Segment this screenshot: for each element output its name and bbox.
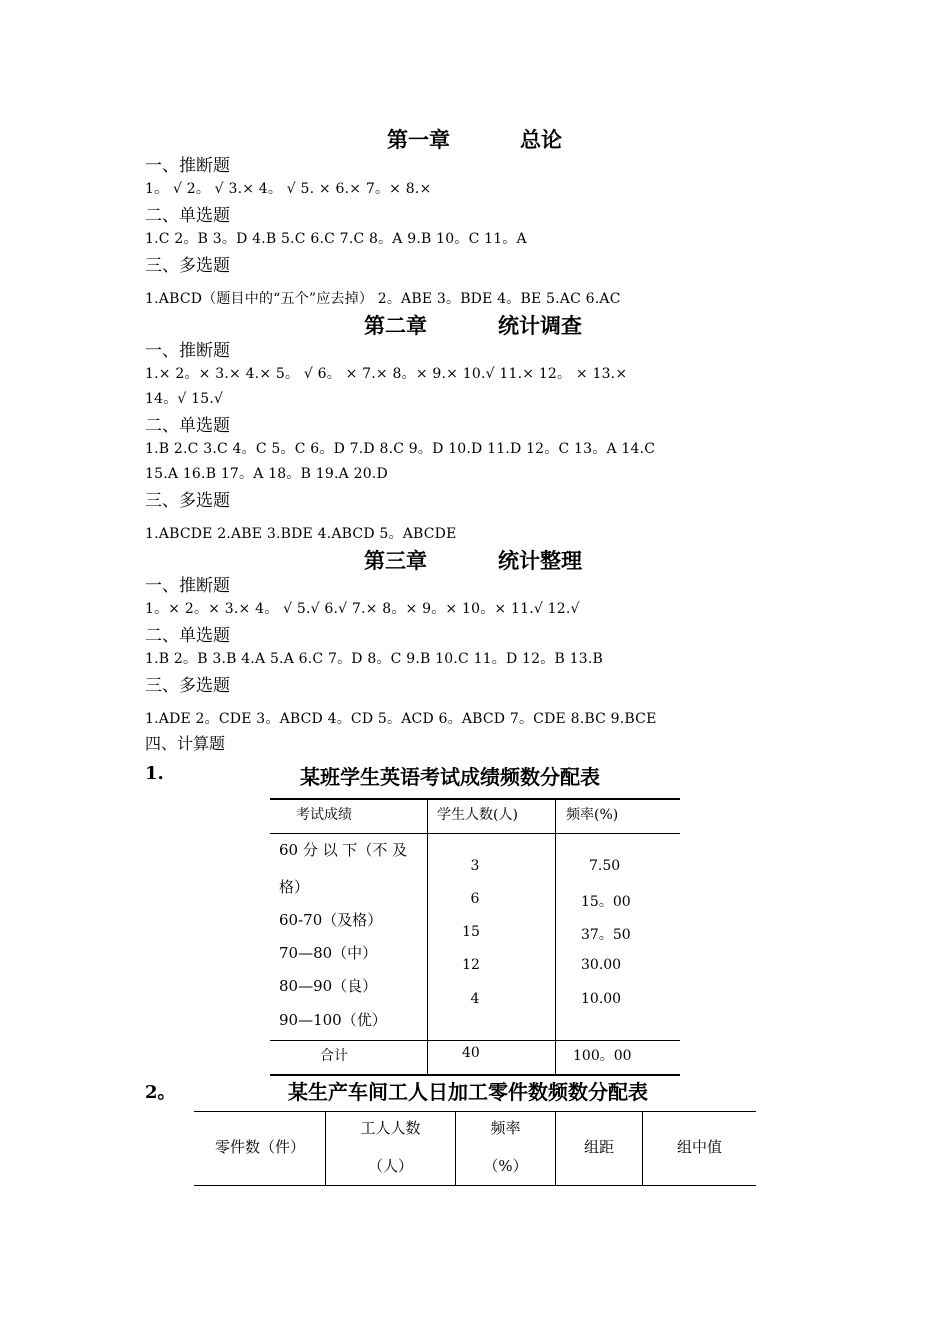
table-2-header-workers-b: （人） — [367, 1157, 413, 1175]
table-2-title: 某生产车间工人日加工零件数频数分配表 — [288, 1080, 648, 1104]
chapter-3-judge-answers: 1。× 2。× 3.× 4。 √ 5.√ 6.√ 7.× 8。× 9。× 10。× 11.√ 12.√ — [145, 601, 580, 617]
table-1-number: 1. — [145, 763, 164, 784]
table-1-col-divider-2 — [555, 799, 556, 1075]
table-1-row-5-freq: 10.00 — [581, 991, 622, 1007]
chapter-2-judge-answers-1: 1.× 2。× 3.× 4.× 5。 √ 6。 × 7.× 8。× 9.× 10.√ 11.× 12。 × 13.× — [145, 366, 628, 382]
table-1-row-1-count: 3 — [470, 858, 480, 874]
chapter-3-section-judge: 一、推断题 — [145, 576, 230, 596]
table-1-top-rule — [270, 798, 680, 800]
chapter-2-title-a: 第二章 — [364, 313, 427, 338]
chapter-1-section-judge: 一、推断题 — [145, 156, 230, 176]
chapter-3-section-multi: 三、多选题 — [145, 676, 230, 696]
table-1-row-3-count: 15 — [462, 924, 480, 940]
table-1-total-freq: 100。00 — [573, 1048, 632, 1064]
table-2-header-workers-a: 工人人数 — [360, 1119, 421, 1137]
table-1-header-count: 学生人数(人) — [437, 807, 518, 823]
chapter-3-section-calc: 四、计算题 — [145, 734, 226, 753]
table-1-row-4-label: 80—90（良） — [279, 977, 378, 995]
table-1-row-1-label-a: 60 分 以 下（不 及 — [279, 841, 408, 859]
table-1-row-4-count: 12 — [462, 957, 480, 973]
table-1-title: 某班学生英语考试成绩频数分配表 — [300, 765, 600, 789]
table-1-row-2-label: 60-70（及格） — [279, 911, 383, 929]
table-1-header-rule — [270, 833, 680, 834]
chapter-2-section-judge: 一、推断题 — [145, 341, 230, 361]
table-1-total-label: 合计 — [320, 1048, 348, 1064]
chapter-1-multi-answers: 1.ABCD（题目中的“五个”应去掉） 2。ABE 3。BDE 4。BE 5.AC 6.AC — [145, 291, 621, 307]
chapter-1-judge-answers: 1。 √ 2。 √ 3.× 4。 √ 5. × 6.× 7。× 8.× — [145, 181, 432, 197]
table-1-row-2-freq: 15。00 — [581, 894, 631, 910]
table-1-header-freq: 频率(%) — [566, 807, 619, 823]
table-2-header-interval: 组距 — [583, 1138, 614, 1156]
table-2-header-midpoint: 组中值 — [676, 1138, 722, 1156]
table-2-header-parts: 零件数（件） — [214, 1138, 305, 1156]
chapter-3-title-b: 统计整理 — [498, 548, 582, 573]
chapter-2-section-multi: 三、多选题 — [145, 491, 230, 511]
table-1-row-1-freq: 7.50 — [589, 858, 621, 874]
table-1-row-4-freq: 30.00 — [581, 957, 622, 973]
chapter-3-single-answers: 1.B 2。B 3.B 4.A 5.A 6.C 7。D 8。C 9.B 10.C 11。D 12。B 13.B — [145, 651, 603, 667]
table-1-row-5-label: 90—100（优） — [279, 1011, 387, 1029]
table-2-header-freq-b: （%） — [483, 1157, 528, 1175]
table-1-total-count: 40 — [462, 1045, 480, 1061]
table-2-top-rule — [194, 1111, 756, 1112]
table-1-row-3-label: 70—80（中） — [279, 944, 378, 962]
chapter-2-single-answers-1: 1.B 2.C 3.C 4。C 5。C 6。D 7.D 8.C 9。D 10.D 11.D 12。C 13。A 14.C — [145, 441, 656, 457]
table-1-row-5-count: 4 — [470, 991, 480, 1007]
chapter-1-single-answers: 1.C 2。B 3。D 4.B 5.C 6.C 7.C 8。A 9.B 10。C 11。A — [145, 231, 527, 247]
table-1-header-score: 考试成绩 — [296, 807, 352, 823]
chapter-3-title-a: 第三章 — [364, 548, 427, 573]
table-1-row-3-freq: 37。50 — [581, 927, 631, 943]
table-1-row-1-label-b: 格） — [279, 878, 310, 896]
table-1-total-rule — [270, 1040, 680, 1041]
table-2-header-freq-a: 频率 — [490, 1119, 521, 1137]
chapter-2-judge-answers-2: 14。√ 15.√ — [145, 391, 224, 407]
chapter-1-section-single: 二、单选题 — [145, 206, 230, 226]
table-1-row-2-count: 6 — [470, 891, 480, 907]
chapter-1-section-multi: 三、多选题 — [145, 256, 230, 276]
chapter-1-title-a: 第一章 — [387, 127, 450, 152]
table-2-bottom-rule — [194, 1185, 756, 1186]
chapter-3-section-single: 二、单选题 — [145, 626, 230, 646]
chapter-2-multi-answers: 1.ABCDE 2.ABE 3.BDE 4.ABCD 5。ABCDE — [145, 526, 457, 542]
chapter-2-section-single: 二、单选题 — [145, 416, 230, 436]
table-1-col-divider-1 — [427, 799, 428, 1075]
table-2-number: 2。 — [145, 1082, 176, 1103]
chapter-2-single-answers-2: 15.A 16.B 17。A 18。B 19.A 20.D — [145, 466, 388, 482]
chapter-2-title-b: 统计调查 — [498, 313, 582, 338]
chapter-3-multi-answers: 1.ADE 2。CDE 3。ABCD 4。CD 5。ACD 6。ABCD 7。CDE 8.BC 9.BCE — [145, 711, 657, 727]
chapter-1-title-b: 总论 — [520, 127, 562, 152]
